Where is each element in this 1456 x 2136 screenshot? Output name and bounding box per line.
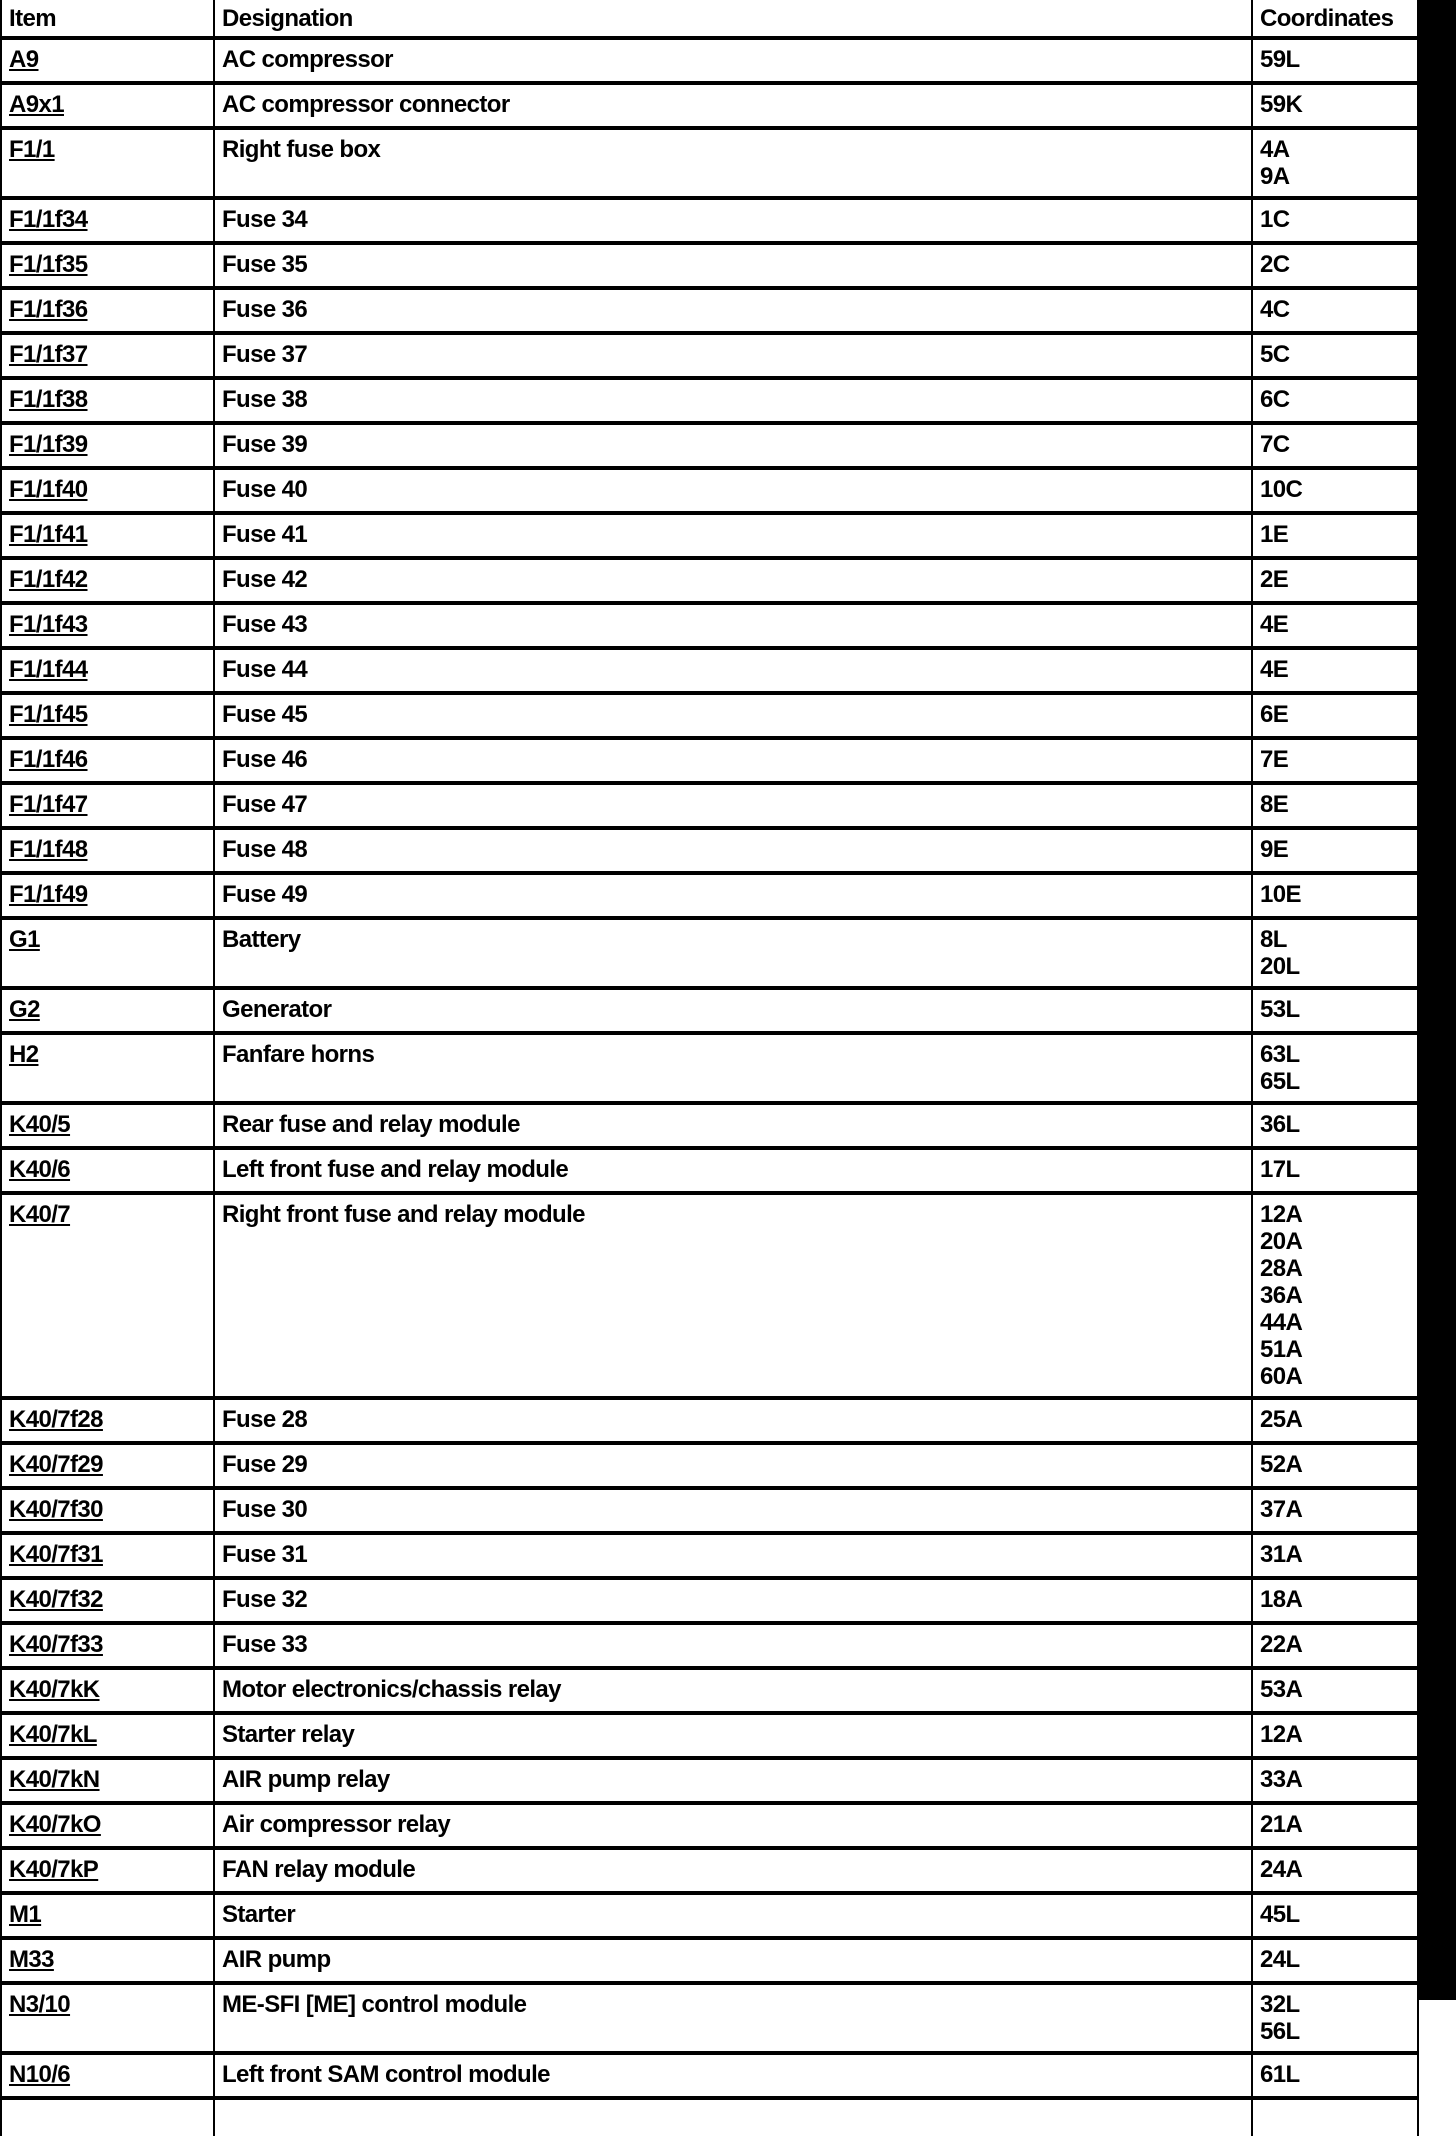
item-link[interactable]: K40/7f30 [9,1496,103,1523]
item-link[interactable]: K40/7kN [9,1766,100,1793]
table-row [1,1443,1418,1488]
designation-cell: Right front fuse and relay module [214,1193,1252,1398]
empty-cell [214,2098,1252,2136]
table-row [1,2053,1418,2098]
item-cell [1,333,214,378]
coordinates-cell [1252,1033,1418,1103]
coordinate-value: 56L [1260,2018,1300,2045]
item-link[interactable]: K40/7f33 [9,1631,103,1658]
table-header [1,0,1418,38]
coordinate-value: 59L [1260,46,1300,73]
designation-cell: Generator [214,988,1252,1033]
header-designation: Designation [214,0,1252,38]
item-link[interactable]: F1/1f39 [9,431,88,458]
item-link[interactable]: F1/1f49 [9,881,88,908]
table-row [1,423,1418,468]
table-row [1,243,1418,288]
empty-cell [1252,2098,1418,2136]
designation-cell: ME-SFI [ME] control module [214,1983,1252,2053]
coordinate-value: 4E [1260,656,1289,683]
coordinate-value: 12A [1260,1201,1303,1228]
designation-cell: Right fuse box [214,128,1252,198]
item-cell [1,1533,214,1578]
item-link[interactable]: M1 [9,1901,42,1928]
coordinate-value: 4E [1260,611,1289,638]
coordinate-value: 32L [1260,1991,1300,2018]
item-cell [1,1893,214,1938]
item-cell [1,1148,214,1193]
item-cell [1,558,214,603]
designation-cell: Starter [214,1893,1252,1938]
item-link[interactable]: K40/5 [9,1111,71,1138]
table-row [1,1668,1418,1713]
coordinate-value: 20L [1260,953,1300,980]
designation-cell: Left front SAM control module [214,2053,1252,2098]
item-link[interactable]: K40/7f28 [9,1406,103,1433]
table-row [1,1533,1418,1578]
item-link[interactable]: G2 [9,996,40,1023]
item-cell [1,378,214,423]
coordinates-cell [1252,1488,1418,1533]
coordinates-cell [1252,83,1418,128]
header-item: Item [1,0,214,38]
item-link[interactable]: F1/1 [9,136,55,163]
designation-cell: Fuse 29 [214,1443,1252,1488]
designation-cell: Fuse 28 [214,1398,1252,1443]
coordinates-cell [1252,1758,1418,1803]
coordinate-value: 36A [1260,1282,1303,1309]
designation-cell: Fuse 32 [214,1578,1252,1623]
coordinates-cell [1252,783,1418,828]
item-link[interactable]: K40/6 [9,1156,71,1183]
item-cell [1,873,214,918]
item-cell [1,988,214,1033]
item-cell [1,603,214,648]
coordinate-value: 53A [1260,1676,1303,1703]
item-cell [1,918,214,988]
item-link[interactable]: F1/1f46 [9,746,88,773]
coordinates-cell [1252,1893,1418,1938]
table-row [1,1893,1418,1938]
coordinate-value: 9A [1260,163,1290,190]
table-row [1,918,1418,988]
item-link[interactable]: F1/1f47 [9,791,88,818]
coordinate-value: 17L [1260,1156,1300,1183]
item-link[interactable]: F1/1f48 [9,836,88,863]
coordinates-cell [1252,603,1418,648]
designation-cell: AC compressor connector [214,83,1252,128]
coordinate-value: 1C [1260,206,1290,233]
coordinate-value: 20A [1260,1228,1303,1255]
item-cell [1,1488,214,1533]
designation-cell: Fuse 49 [214,873,1252,918]
table-row [1,1623,1418,1668]
coordinate-value: 45L [1260,1901,1300,1928]
item-cell [1,1623,214,1668]
coordinate-value: 28A [1260,1255,1303,1282]
coordinate-value: 2E [1260,566,1289,593]
coordinates-cell [1252,513,1418,558]
coordinate-value: 5C [1260,341,1290,368]
table-row [1,1578,1418,1623]
item-link[interactable]: K40/7kL [9,1721,97,1748]
table-row [1,288,1418,333]
designation-cell: Left front fuse and relay module [214,1148,1252,1193]
table-row [1,648,1418,693]
designation-cell: Motor electronics/chassis relay [214,1668,1252,1713]
item-cell [1,1103,214,1148]
item-link[interactable]: F1/1f40 [9,476,88,503]
designation-cell: Fuse 47 [214,783,1252,828]
coordinate-value: 21A [1260,1811,1303,1838]
coordinates-cell [1252,693,1418,738]
coordinates-cell [1252,1443,1418,1488]
item-link[interactable]: N3/10 [9,1991,71,2018]
designation-cell: Fuse 35 [214,243,1252,288]
item-link[interactable]: K40/7kO [9,1811,101,1838]
item-cell [1,648,214,693]
designation-cell: Battery [214,918,1252,988]
designation-cell: Fuse 31 [214,1533,1252,1578]
item-cell [1,513,214,558]
table-row [1,1033,1418,1103]
table-row [1,38,1418,83]
item-cell [1,423,214,468]
designation-cell: AC compressor [214,38,1252,83]
designation-cell: AIR pump relay [214,1758,1252,1803]
coordinates-cell [1252,198,1418,243]
coordinates-cell [1252,288,1418,333]
right-edge-band [1417,0,1456,2000]
coordinates-cell [1252,738,1418,783]
designation-cell: Fuse 46 [214,738,1252,783]
designation-cell: Fuse 37 [214,333,1252,378]
item-link[interactable]: K40/7f29 [9,1451,103,1478]
item-link[interactable]: M33 [9,1946,54,1973]
coordinates-cell [1252,243,1418,288]
item-cell [1,1668,214,1713]
designation-cell: AIR pump [214,1938,1252,1983]
coordinates-cell [1252,918,1418,988]
designation-cell: Rear fuse and relay module [214,1103,1252,1148]
table-row [1,1488,1418,1533]
coordinate-value: 37A [1260,1496,1303,1523]
empty-cell [1,2098,214,2136]
table-row [1,1193,1418,1398]
coordinate-value: 59K [1260,91,1303,118]
item-cell [1,1848,214,1893]
table-row [1,828,1418,873]
item-cell [1,693,214,738]
coordinate-value: 10E [1260,881,1301,908]
coordinate-value: 63L [1260,1041,1300,1068]
coordinate-value: 24A [1260,1856,1303,1883]
coordinate-value: 61L [1260,2061,1300,2088]
item-link[interactable]: F1/1f42 [9,566,88,593]
item-link[interactable]: K40/7 [9,1201,71,1228]
item-cell [1,2053,214,2098]
table-row [1,468,1418,513]
item-cell [1,1938,214,1983]
table-row [1,558,1418,603]
table-row [1,1803,1418,1848]
item-cell [1,1983,214,2053]
header-row [1,0,1418,38]
coordinate-value: 51A [1260,1336,1303,1363]
designation-cell: Fuse 48 [214,828,1252,873]
table-row [1,738,1418,783]
item-link[interactable]: F1/1f35 [9,251,88,278]
designation-cell: Fuse 38 [214,378,1252,423]
coordinate-value: 31A [1260,1541,1303,1568]
coordinate-value: 52A [1260,1451,1303,1478]
coordinates-cell [1252,828,1418,873]
designation-cell: Starter relay [214,1713,1252,1758]
coordinate-value: 25A [1260,1406,1303,1433]
coordinate-value: 8L [1260,926,1287,953]
item-cell [1,1578,214,1623]
item-cell [1,738,214,783]
coordinates-cell [1252,1848,1418,1893]
header-coordinates: Coordinates [1252,0,1418,38]
coordinates-cell [1252,2053,1418,2098]
coordinates-cell [1252,1148,1418,1193]
table-row [1,1983,1418,2053]
table-row [1,1713,1418,1758]
designation-cell: Fuse 43 [214,603,1252,648]
item-link[interactable]: G1 [9,926,40,953]
designation-cell: Fuse 44 [214,648,1252,693]
item-link[interactable]: F1/1f37 [9,341,88,368]
designation-cell: Fuse 45 [214,693,1252,738]
table-row [1,1148,1418,1193]
coordinate-value: 12A [1260,1721,1303,1748]
coordinate-value: 6E [1260,701,1289,728]
designation-cell: Fuse 36 [214,288,1252,333]
coordinate-value: 22A [1260,1631,1303,1658]
coordinates-cell [1252,988,1418,1033]
designation-cell: Fuse 40 [214,468,1252,513]
coordinate-value: 6C [1260,386,1290,413]
coordinate-value: 4A [1260,136,1290,163]
coordinates-cell [1252,378,1418,423]
coordinate-value: 24L [1260,1946,1300,1973]
item-cell [1,1803,214,1848]
table-row [1,83,1418,128]
item-cell [1,1033,214,1103]
coordinates-cell [1252,1193,1418,1398]
coordinate-value: 9E [1260,836,1289,863]
item-cell [1,468,214,513]
table-row [1,1938,1418,1983]
item-link[interactable]: F1/1f44 [9,656,88,683]
table-row [1,128,1418,198]
coordinates-cell [1252,1938,1418,1983]
item-link[interactable]: F1/1f34 [9,206,88,233]
item-link[interactable]: K40/7f32 [9,1586,103,1613]
coordinates-cell [1252,333,1418,378]
item-cell [1,1758,214,1803]
item-link[interactable]: F1/1f45 [9,701,88,728]
table-row [1,378,1418,423]
item-cell [1,128,214,198]
coordinates-cell [1252,1803,1418,1848]
table-row [1,873,1418,918]
empty-row [1,2098,1418,2136]
designation-cell: FAN relay module [214,1848,1252,1893]
item-link[interactable]: K40/7f31 [9,1541,103,1568]
item-cell [1,1443,214,1488]
table-row [1,1758,1418,1803]
item-cell [1,828,214,873]
designation-cell: Fuse 33 [214,1623,1252,1668]
table-body [1,38,1418,2136]
coordinates-cell [1252,468,1418,513]
item-link[interactable]: F1/1f38 [9,386,88,413]
coordinates-cell [1252,1533,1418,1578]
coordinate-value: 60A [1260,1363,1303,1390]
coordinates-cell [1252,1983,1418,2053]
designation-cell: Air compressor relay [214,1803,1252,1848]
coordinates-cell [1252,38,1418,83]
coordinate-value: 44A [1260,1309,1303,1336]
coordinate-value: 36L [1260,1111,1300,1138]
table-row [1,333,1418,378]
item-link[interactable]: A9x1 [9,91,64,118]
coordinate-value: 7E [1260,746,1289,773]
designation-cell: Fuse 41 [214,513,1252,558]
designation-cell: Fuse 42 [214,558,1252,603]
table-row [1,603,1418,648]
item-cell [1,288,214,333]
table-row [1,1398,1418,1443]
coordinates-cell [1252,1668,1418,1713]
table-row [1,988,1418,1033]
coordinates-cell [1252,1398,1418,1443]
coordinate-value: 10C [1260,476,1303,503]
coordinate-value: 4C [1260,296,1290,323]
table-row [1,198,1418,243]
table-row [1,513,1418,558]
item-cell [1,1398,214,1443]
item-link[interactable]: K40/7kK [9,1676,100,1703]
coordinates-cell [1252,873,1418,918]
item-cell [1,243,214,288]
designation-cell: Fuse 30 [214,1488,1252,1533]
item-link[interactable]: K40/7kP [9,1856,99,1883]
designation-cell: Fuse 34 [214,198,1252,243]
item-cell [1,83,214,128]
coordinate-value: 18A [1260,1586,1303,1613]
coordinates-cell [1252,1713,1418,1758]
coordinate-value: 1E [1260,521,1289,548]
coordinates-cell [1252,423,1418,468]
item-cell [1,1713,214,1758]
item-cell [1,783,214,828]
item-link[interactable]: A9 [9,46,39,73]
table-row [1,1848,1418,1893]
table-row [1,693,1418,738]
table-row [1,783,1418,828]
coordinate-value: 7C [1260,431,1290,458]
designation-cell: Fuse 39 [214,423,1252,468]
coordinates-cell [1252,1578,1418,1623]
coordinate-value: 8E [1260,791,1289,818]
coordinate-value: 33A [1260,1766,1303,1793]
coordinate-value: 2C [1260,251,1290,278]
item-link[interactable]: F1/1f41 [9,521,88,548]
coordinate-value: 53L [1260,996,1300,1023]
coordinates-cell [1252,1103,1418,1148]
designation-cell: Fanfare horns [214,1033,1252,1103]
coordinates-cell [1252,1623,1418,1668]
item-cell [1,38,214,83]
coordinates-cell [1252,128,1418,198]
item-link[interactable]: N10/6 [9,2061,71,2088]
item-link[interactable]: H2 [9,1041,39,1068]
coordinates-cell [1252,648,1418,693]
item-link[interactable]: F1/1f43 [9,611,88,638]
item-cell [1,198,214,243]
coordinate-value: 65L [1260,1068,1300,1095]
item-cell [1,1193,214,1398]
table-row [1,1103,1418,1148]
coordinates-cell [1252,558,1418,603]
item-link[interactable]: F1/1f36 [9,296,88,323]
